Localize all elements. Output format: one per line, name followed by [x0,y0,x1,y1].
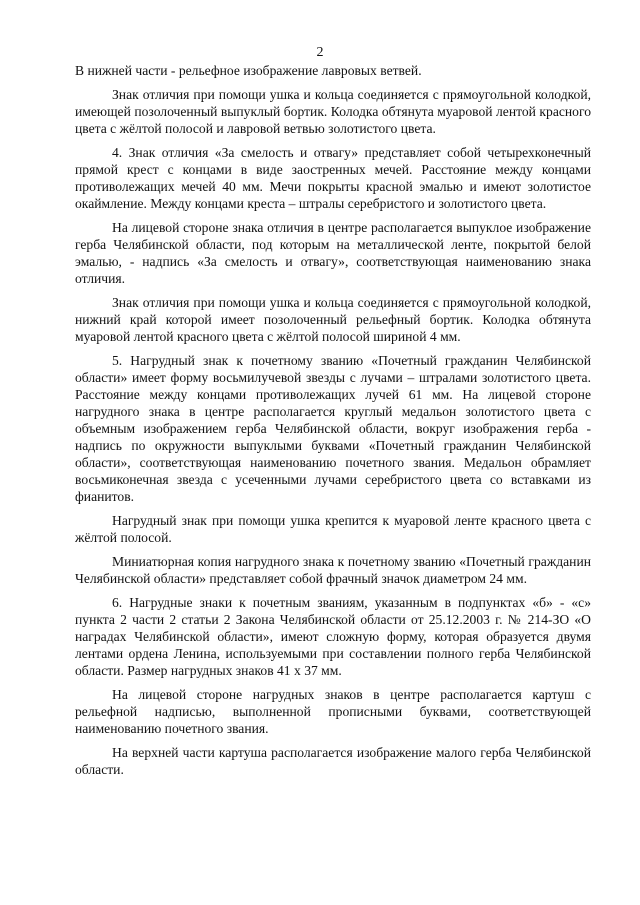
paragraph-5: Знак отличия при помощи ушка и кольца соединяется с прямоугольной колодкой, нижний край которой имеет позолоченный рельефный бортик. Колодка обтянута муаровой лентой красного цвета с жёлтой полосой шириной 4 мм. [75,295,591,344]
paragraph-7: Нагрудный знак при помощи ушка крепится к муаровой ленте красного цвета с жёлтой полосой. [75,513,591,545]
paragraph-11: На верхней части картуша располагается изображение малого герба Челябинской области. [75,745,591,777]
document-body [75,62,591,785]
page-number: 2 [316,45,324,60]
paragraph-3: 4. Знак отличия «За смелость и отвагу» представляет собой четырехконечный прямой крест с концами в виде заостренных мечей. Расстояние между концами противолежащих мечей 40 мм. Мечи покрыты красной эмалью и имеют золотистое окаймление. Между концами креста – штралы серебристого и золотистого цвета. [75,145,591,211]
paragraph-8: Миниатюрная копия нагрудного знака к почетному званию «Почетный гражданин Челябинской области» представляет собой фрачный значок диаметром 24 мм. [75,554,591,586]
paragraph-9: 6. Нагрудные знаки к почетным званиям, указанным в подпунктах «б» - «с» пункта 2 части 2 статьи 2 Закона Челябинской области от 25.12.2003 г. № 214-ЗО «О наградах Челябинской области», имеют сложную форму, которая образуется двумя лентами ордена Ленина, используемыми при составлении полного герба Челябинской области. Размер нагрудных знаков 41 х 37 мм. [75,595,591,678]
paragraph-2: Знак отличия при помощи ушка и кольца соединяется с прямоугольной колодкой, имеющей позолоченный выпуклый бортик. Колодка обтянута муаровой лентой красного цвета с жёлтой полосой и лавровой ветвью золотистого цвета. [75,87,591,136]
paragraph-6: 5. Нагрудный знак к почетному званию «Почетный гражданин Челябинской области» имеет форму восьмилучевой звезды с лучами – штралами золотистого цвета. Расстояние между концами противолежащих лучей 61 мм. На лицевой стороне нагрудного знака в центре располагается круглый медальон золотистого цвета с объемным изображением герба Челябинской области, вокруг изображения герба - надпись по окружности выпуклыми буквами «Почетный гражданин Челябинской области», соответствующая наименованию почетного звания. Медальон обрамляет восьмиконечная звезда с усеченными лучами серебристого цвета со вставками из фианитов. [75,353,591,504]
paragraph-10: На лицевой стороне нагрудных знаков в центре располагается картуш с рельефной надписью, выполненной прописными буквами, соответствующей наименованию почетного звания. [75,687,591,736]
paragraph-4: На лицевой стороне знака отличия в центре располагается выпуклое изображение герба Челябинской области, под которым на металлической ленте, покрытой белой эмалью, - надпись «За смелость и отвагу», соответствующая наименованию знака отличия. [75,220,591,286]
paragraph-1: В нижней части - рельефное изображение лавровых ветвей. [75,63,422,78]
